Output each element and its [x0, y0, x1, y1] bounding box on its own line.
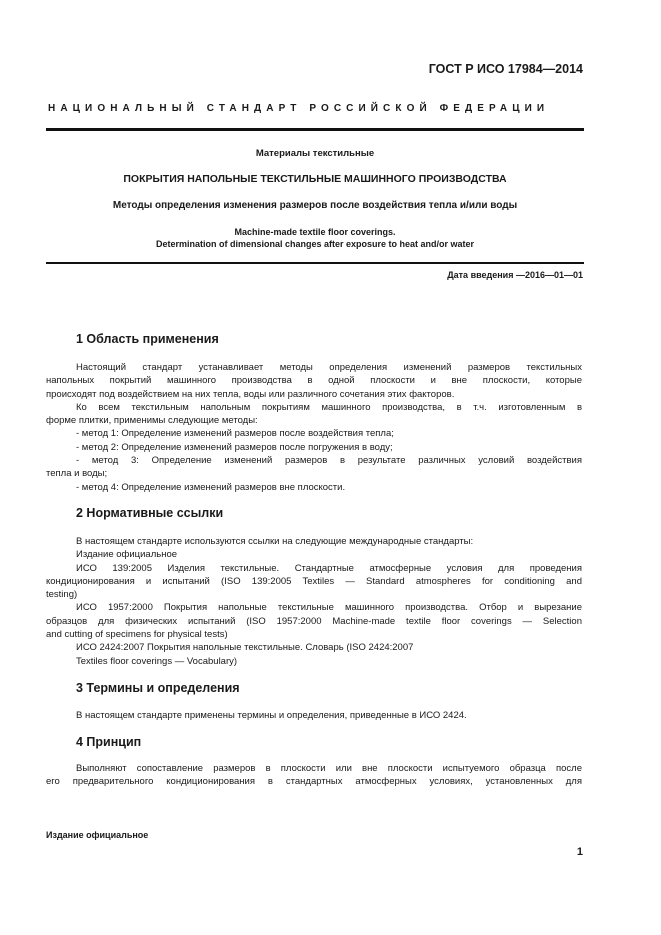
title-english-line2: Determination of dimensional changes after exposure to heat and/or water: [155, 239, 475, 249]
title-divider: [46, 262, 584, 264]
paragraph-line: Выполняют сопоставление размеров в плоскости или вне плоскости испытуемого образца после: [76, 763, 582, 774]
section-4-body: [46, 762, 582, 789]
paragraph-line: В настоящем стандарте используются ссылки на следующие международные стандарты:: [76, 536, 474, 547]
reference-iso-1957: ИСО 1957:2000 Покрытия напольные текстильные машинного производства. Отбор и вырезание: [76, 602, 582, 614]
method-3: - метод 3: Определение изменений размеров в результате различных условий воздействия: [76, 455, 582, 467]
official-edition-note: Издание официальное: [46, 830, 149, 840]
introduction-date: Дата введения —2016—01—01: [447, 270, 583, 280]
page-number: 1: [576, 846, 583, 858]
title-category: Материалы текстильные: [255, 148, 375, 159]
reference-iso-139: кондиционирования и испытаний (ISO 139:2005 Textiles — Standard atmospheres for conditioning and: [46, 575, 582, 587]
standard-code: ГОСТ Р ИСО 17984—2014: [428, 62, 583, 76]
title-english-line1: Machine-made textile floor coverings.: [234, 227, 396, 237]
section-1-heading: 1 Область применения: [76, 332, 219, 346]
section-4-heading: 4 Принцип: [76, 735, 142, 749]
section-3-body: [46, 709, 582, 722]
paragraph-line: В настоящем стандарте применены термины и определения, приведенные в ИСО 2424.: [76, 710, 467, 721]
paragraph-line: происходят под воздействием на них тепла, воды или различного сочетания этих факторов.: [46, 388, 455, 400]
method-3-cont: тепла и воды;: [46, 468, 108, 480]
section-2-heading: 2 Нормативные ссылки: [76, 506, 224, 520]
header-divider: [46, 128, 584, 131]
title-main: ПОКРЫТИЯ НАПОЛЬНЫЕ ТЕКСТИЛЬНЫЕ МАШИННОГО ПРОИЗВОДСТВА: [123, 173, 507, 185]
section-3-heading: 3 Термины и определения: [76, 681, 240, 695]
paragraph-line: Настоящий стандарт устанавливает методы определения изменений размеров текстильных: [76, 362, 582, 373]
title-subtitle: Методы определения изменения размеров после воздействия тепла и/или воды: [112, 200, 518, 211]
national-standard-title: НАЦИОНАЛЬНЫЙ СТАНДАРТ РОССИЙСКОЙ ФЕДЕРАЦИИ: [48, 103, 550, 114]
method-1: - метод 1: Определение изменений размеров после воздействия тепла;: [76, 428, 394, 440]
edition-inline: Издание официальное: [76, 549, 178, 561]
paragraph-line: форме плитки, применимы следующие методы:: [46, 415, 258, 427]
reference-iso-2424: Textiles floor coverings — Vocabulary): [76, 655, 238, 667]
reference-iso-1957: образцов для физических испытаний (ISO 1957:2000 Machine-made textile floor coverings — Selection: [46, 615, 582, 627]
reference-iso-139: testing): [46, 589, 78, 601]
method-4: - метод 4: Определение изменений размеров вне плоскости.: [76, 481, 346, 493]
section-2-body: [46, 535, 582, 668]
reference-iso-139: ИСО 139:2005 Изделия текстильные. Стандартные атмосферные условия для проведения: [76, 562, 582, 574]
method-2: - метод 2: Определение изменений размеров после погружения в воду;: [76, 441, 393, 453]
paragraph-line: его предварительного кондиционирования в стандартных атмосферных условиях, установленных для: [46, 776, 582, 788]
reference-iso-2424: ИСО 2424:2007 Покрытия напольные текстильные. Словарь (ISO 2424:2007: [76, 642, 414, 654]
section-1-body: [46, 361, 582, 494]
reference-iso-1957: and cutting of specimens for physical tests): [46, 629, 228, 641]
paragraph-line: напольных покрытий машинного производства в одной плоскости и вне плоскости, которые: [46, 375, 582, 387]
paragraph-line: Ко всем текстильным напольным покрытиям машинного производства, в т.ч. изготовленным в: [76, 401, 582, 413]
